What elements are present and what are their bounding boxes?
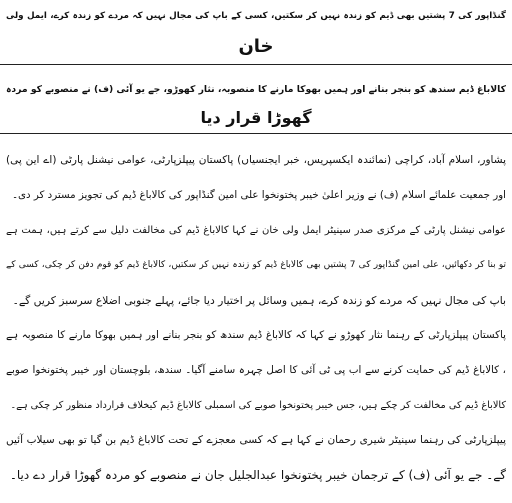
body-line: پشاور، اسلام آباد، کراچی (نمائندہ ایکسپریس، خبر ایجنسیاں) پاکستان پیپلزپارٹی، عوامی نیشنل پارٹی (اے این پی) (6, 154, 506, 166)
body-line: گے۔ جے یو آئی (ف) کے ترجمان خیبر پختونخوا عبدالجلیل جان نے منصوبے کو مردہ گھوڑا قرار دے دیا۔ (9, 468, 506, 482)
body-line: باپ کی مجال نہیں کہ مردے کو زندہ کرے، ہمیں وسائل پر اختیار دیا جائے، پہلے جنوبی اضلاع سرسبز کریں گے۔ (12, 294, 506, 307)
subheadline-line: گھوڑا قرار دیا (200, 108, 312, 127)
divider-rule (0, 133, 512, 134)
headline-line: خان (238, 36, 274, 57)
subheadline-line: کالاباغ ڈیم سندھ کو بنجر بنانے اور ہمیں بھوکا مارنے کا منصوبہ، نثار کھوڑو، جے یو آئی (ف) نے منصوبے کو مردہ (6, 84, 506, 95)
headline-line: گنڈاپور کی 7 پشتیں بھی ڈیم کو زندہ نہیں کر سکتیں، کسی کے باپ کی مجال نہیں کہ مردے کو زندہ کرے، ایمل ولی (6, 11, 506, 21)
body-line: پیپلزپارٹی کی رہنما سینیٹر شیری رحمان نے کہا ہے کہ کسی معجزے کے تحت کالاباغ ڈیم بن گیا تو بھی سیلاب آئیں (6, 434, 506, 446)
body-line: پاکستان پیپلزپارٹی کے رہنما نثار کھوڑو نے کہا کہ کالاباغ ڈیم سندھ کو بنجر بنانے اور ہمیں بھوکا مارنے کا منصوبہ ہے (6, 329, 506, 341)
body-line: کالاباغ ڈیم کی مخالفت کر چکے ہیں، جس خیبر پختونخوا صوبے کی اسمبلی کالاباغ ڈیم کیخلاف قرارداد منظور کر چکی ہے۔ (10, 400, 506, 411)
body-line: تو بنا کر دکھائیں، علی امین گنڈاپور کی 7 پشتیں بھی کالاباغ ڈیم کو زندہ نہیں کر سکتیں، کالاباغ ڈیم کو قوم دفن کر چکی، کسی کے (6, 260, 506, 270)
body-line: عوامی نیشنل پارٹی کے مرکزی صدر سینیٹر ایمل ولی خان نے کہا کالاباغ ڈیم کی مخالفت دلیل سے کرتے ہیں، ہمت ہے (6, 225, 506, 236)
body-line: اور جمعیت علمائے اسلام (ف) نے وزیر اعلیٰ خیبر پختونخوا علی امین گنڈاپور کی کالاباغ ڈیم کی تجویز مسترد کر دی۔ (12, 189, 506, 201)
divider-rule (0, 64, 512, 65)
body-line: ، کالاباغ ڈیم کی حمایت کرنے سے اب پی ٹی آئی کا اصل چہرہ سامنے آگیا۔ سندھ، بلوچستان اور خیبر پختونخوا صوبے (6, 364, 506, 376)
